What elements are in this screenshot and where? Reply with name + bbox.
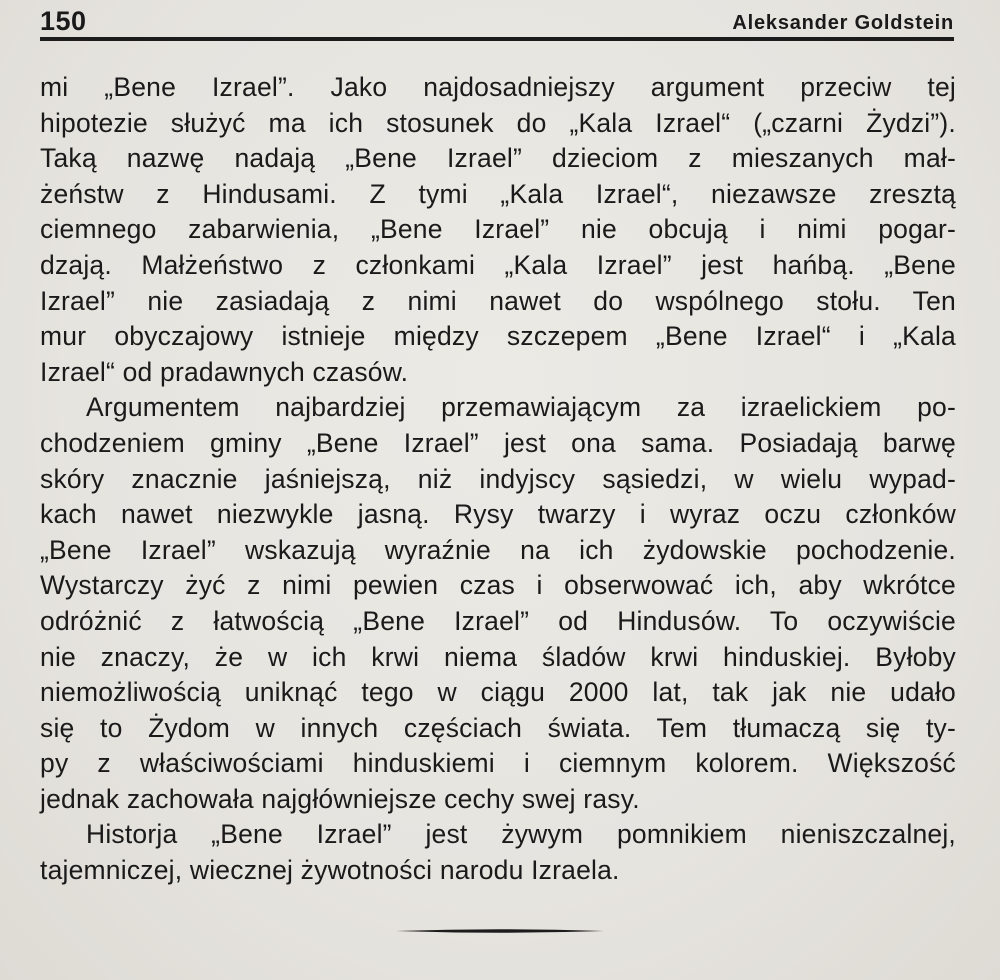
paragraph-1 [40, 70, 956, 390]
text-line: Izrael“ od pradawnych czasów. [40, 356, 409, 387]
text-line: Taką nazwę nadają „Bene Izrael” dzieciom z mieszanych mał- [40, 143, 956, 174]
text-line: mur obyczajowy istnieje między szczepem „Bene Izrael“ i „Kala [40, 321, 956, 352]
text-line: odróżnić z łatwością „Bene Izrael” od Hindusów. To oczywiście [40, 605, 956, 636]
text-line: nie znaczy, że w ich krwi niema śladów krwi hinduskiej. Byłoby [40, 641, 956, 672]
text-line: żeństw z Hindusami. Z tymi „Kala Izrael“, niezawsze zresztą [40, 178, 956, 209]
text-line: py z właściwościami hinduskiemi i ciemnym kolorem. Większość [40, 748, 956, 779]
text-line: chodzeniem gminy „Bene Izrael” jest ona sama. Posiadają barwę [40, 427, 956, 458]
text-line: Argumentem najbardziej przemawiającym za izraelickiem po- [86, 392, 956, 423]
page-number: 150 [40, 6, 87, 36]
text-line: kach nawet niezwykle jasną. Rysy twarzy i wyraz oczu członków [40, 499, 956, 530]
paragraph-2 [40, 390, 956, 817]
text-line: Izrael” nie zasiadają z nimi nawet do wspólnego stołu. Ten [40, 285, 956, 316]
text-line: się to Żydom w innych częściach świata. Tem tłumaczą się ty- [40, 712, 956, 743]
text-line: skóry znacznie jaśniejszą, niż indyjscy sąsiedzi, w wielu wypad- [40, 463, 956, 494]
page-header [40, 4, 954, 38]
text-line: dzają. Małżeństwo z członkami „Kala Izrael” jest hańbą. „Bene [40, 249, 956, 280]
text-line: mi „Bene Izrael”. Jako najdosadniejszy argument przeciw tej [40, 72, 956, 102]
text-line: niemożliwością uniknąć tego w ciągu 2000 lat, tak jak nie udało [40, 677, 956, 708]
end-ornament-rule [396, 928, 604, 934]
running-head-author: Aleksander Goldstein [732, 12, 954, 34]
text-line: Wystarczy żyć z nimi pewien czas i obserwować ich, aby wkrótce [40, 570, 956, 601]
paragraph-3 [40, 817, 956, 888]
text-line: jednak zachowała najgłówniejsze cechy swej rasy. [40, 783, 640, 814]
text-line: ciemnego zabarwienia, „Bene Izrael” nie obcują i nimi pogar- [40, 214, 956, 245]
text-line: Historja „Bene Izrael” jest żywym pomnikiem nieniszczalnej, [86, 819, 956, 850]
body-text [40, 70, 956, 889]
header-rule [40, 37, 954, 41]
text-line: „Bene Izrael” wskazują wyraźnie na ich żydowskie pochodzenie. [40, 534, 956, 565]
text-line: tajemniczej, wiecznej żywotności narodu Izraela. [40, 855, 620, 886]
text-line: hipotezie służyć ma ich stosunek do „Kala Izrael“ („czarni Żydzi”). [40, 107, 956, 138]
